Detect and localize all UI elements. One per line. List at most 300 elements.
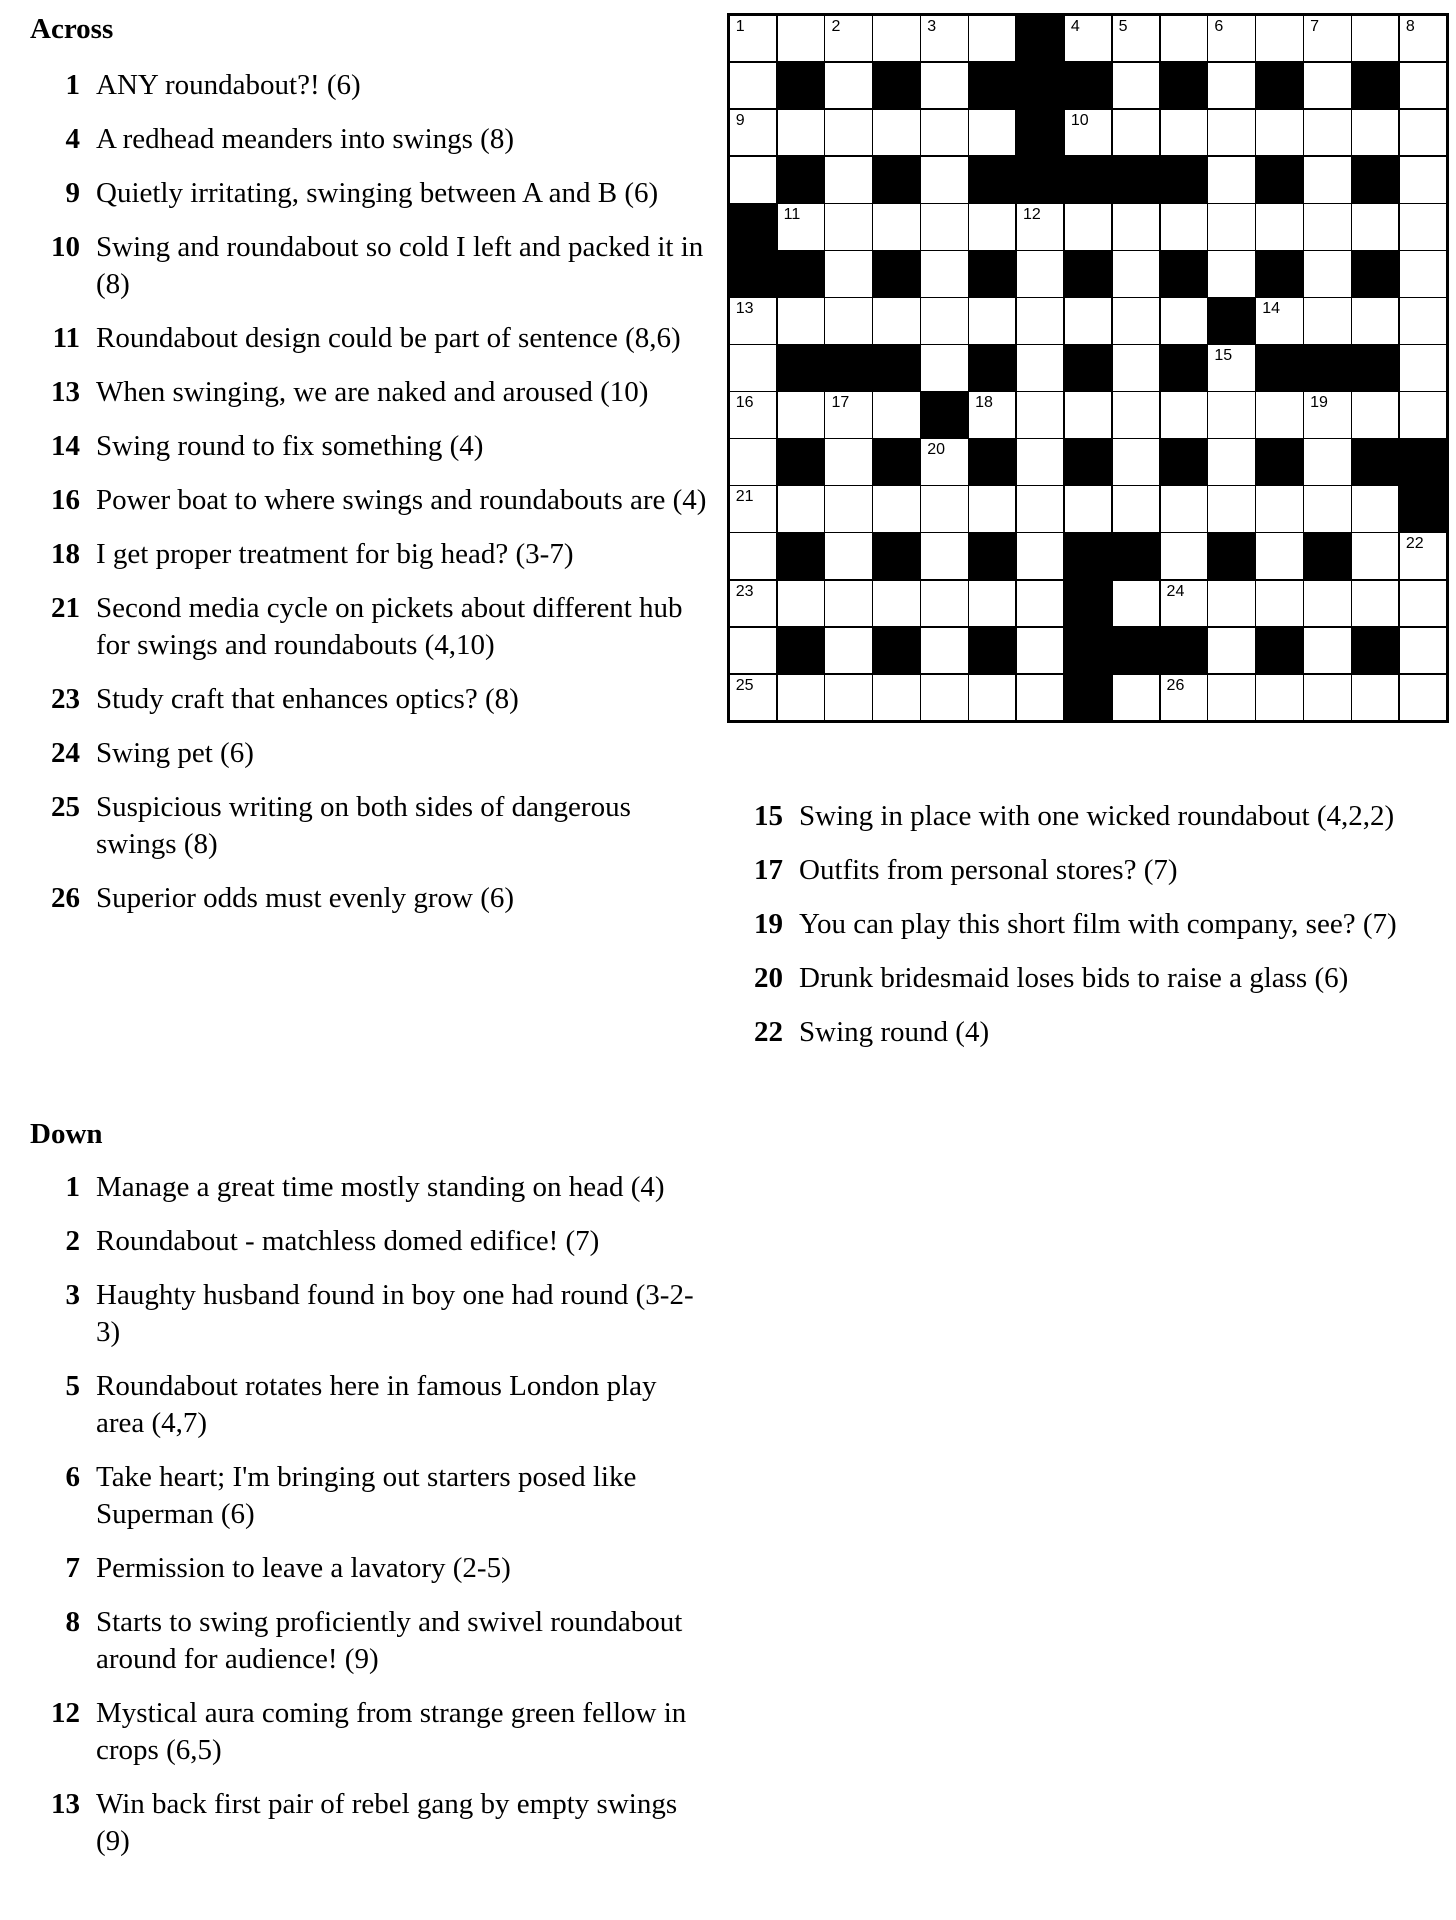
grid-block xyxy=(778,533,824,579)
across-clue-18[interactable] xyxy=(30,536,710,573)
grid-cell[interactable] xyxy=(1304,63,1350,109)
grid-cell[interactable] xyxy=(825,533,871,579)
grid-cell[interactable] xyxy=(730,533,776,579)
grid-cell[interactable] xyxy=(1208,581,1254,627)
grid-cell[interactable] xyxy=(1113,16,1159,62)
grid-cell[interactable] xyxy=(730,392,776,438)
grid-cell[interactable] xyxy=(1256,16,1302,62)
grid-block xyxy=(873,63,919,109)
grid-cell[interactable] xyxy=(969,16,1015,62)
grid-block xyxy=(1161,251,1207,297)
clue-number: 22 xyxy=(754,1016,783,1048)
clue-number: 15 xyxy=(754,800,783,832)
grid-block xyxy=(825,345,871,391)
grid-cell[interactable] xyxy=(1352,110,1398,156)
grid-cell[interactable] xyxy=(1304,110,1350,156)
grid-cell[interactable] xyxy=(825,63,871,109)
clue-number: 26 xyxy=(51,882,80,914)
grid-cell[interactable] xyxy=(730,16,776,62)
grid-cell[interactable] xyxy=(778,204,824,250)
grid-cell[interactable] xyxy=(825,392,871,438)
grid-cell[interactable] xyxy=(921,675,967,721)
down-clue-19[interactable] xyxy=(733,906,1423,943)
across-clue-24[interactable] xyxy=(30,735,710,772)
grid-cell[interactable] xyxy=(969,204,1015,250)
grid-cell[interactable] xyxy=(1208,204,1254,250)
grid-cell[interactable] xyxy=(825,486,871,532)
grid-cell[interactable] xyxy=(1352,204,1398,250)
grid-cell[interactable] xyxy=(825,110,871,156)
clue-text: Permission to leave a lavatory (2-5) xyxy=(96,1552,511,1584)
cell-number: 16 xyxy=(735,394,754,412)
grid-cell[interactable] xyxy=(730,486,776,532)
grid-cell[interactable] xyxy=(778,581,824,627)
down-clue-17[interactable] xyxy=(733,852,1423,889)
clue-number: 1 xyxy=(65,69,80,101)
grid-block xyxy=(778,157,824,203)
clue-text: Manage a great time mostly standing on head (4) xyxy=(96,1171,665,1203)
cell-number: 24 xyxy=(1166,582,1185,600)
grid-block xyxy=(1065,157,1111,203)
grid-cell[interactable] xyxy=(1352,16,1398,62)
grid-cell[interactable] xyxy=(1208,251,1254,297)
cell-number: 23 xyxy=(735,582,754,600)
grid-cell[interactable] xyxy=(873,110,919,156)
down-clue-12[interactable] xyxy=(30,1695,710,1769)
down-clue-13[interactable] xyxy=(30,1786,710,1860)
grid-block xyxy=(1352,157,1398,203)
grid-block xyxy=(1017,110,1063,156)
grid-cell[interactable] xyxy=(1400,110,1446,156)
down-clue-list-continued xyxy=(733,798,1423,1068)
clue-text: Mystical aura coming from strange green fellow in crops (6,5) xyxy=(96,1697,687,1766)
cell-number: 3 xyxy=(927,17,937,35)
grid-cell[interactable] xyxy=(873,16,919,62)
grid-cell[interactable] xyxy=(1161,581,1207,627)
grid-cell[interactable] xyxy=(1400,251,1446,297)
grid-cell[interactable] xyxy=(778,298,824,344)
grid-cell[interactable] xyxy=(1208,345,1254,391)
grid-cell[interactable] xyxy=(1017,628,1063,674)
clue-text: Quietly irritating, swinging between A and B (6) xyxy=(96,177,659,209)
grid-cell[interactable] xyxy=(1256,110,1302,156)
grid-block xyxy=(1256,157,1302,203)
grid-cell[interactable] xyxy=(1065,16,1111,62)
grid-block xyxy=(1256,63,1302,109)
grid-cell[interactable] xyxy=(825,204,871,250)
grid-cell[interactable] xyxy=(778,675,824,721)
grid-cell[interactable] xyxy=(1161,533,1207,579)
grid-block xyxy=(873,533,919,579)
grid-cell[interactable] xyxy=(730,63,776,109)
down-clue-8[interactable] xyxy=(30,1604,710,1678)
grid-cell[interactable] xyxy=(1113,63,1159,109)
grid-cell[interactable] xyxy=(1256,204,1302,250)
down-clue-15[interactable] xyxy=(733,798,1423,835)
grid-cell[interactable] xyxy=(730,581,776,627)
grid-cell[interactable] xyxy=(873,486,919,532)
grid-cell[interactable] xyxy=(1352,298,1398,344)
grid-cell[interactable] xyxy=(825,581,871,627)
grid-cell[interactable] xyxy=(1017,533,1063,579)
down-clue-1[interactable] xyxy=(30,1169,710,1206)
grid-cell[interactable] xyxy=(1352,486,1398,532)
grid-cell[interactable] xyxy=(730,628,776,674)
clue-number: 7 xyxy=(65,1552,80,1584)
cell-number: 20 xyxy=(927,441,945,459)
clue-number: 25 xyxy=(51,791,80,823)
grid-cell[interactable] xyxy=(1352,533,1398,579)
clue-text: Swing round (4) xyxy=(799,1016,990,1048)
grid-cell[interactable] xyxy=(1208,16,1254,62)
grid-cell[interactable] xyxy=(1208,392,1254,438)
across-clue-21[interactable] xyxy=(30,590,710,664)
cell-number: 10 xyxy=(1070,111,1089,129)
grid-cell[interactable] xyxy=(1304,204,1350,250)
grid-cell[interactable] xyxy=(921,204,967,250)
across-clue-4[interactable] xyxy=(30,121,710,158)
grid-cell[interactable] xyxy=(873,675,919,721)
grid-cell[interactable] xyxy=(1065,110,1111,156)
grid-block xyxy=(921,392,967,438)
grid-cell[interactable] xyxy=(1400,392,1446,438)
grid-block xyxy=(1161,63,1207,109)
grid-cell[interactable] xyxy=(1017,251,1063,297)
grid-cell[interactable] xyxy=(1017,486,1063,532)
grid-block xyxy=(1304,533,1350,579)
across-clue-16[interactable] xyxy=(30,482,710,519)
grid-cell[interactable] xyxy=(1113,345,1159,391)
grid-cell[interactable] xyxy=(1256,675,1302,721)
grid-block xyxy=(1256,439,1302,485)
across-clue-13[interactable] xyxy=(30,374,710,411)
grid-cell[interactable] xyxy=(1113,581,1159,627)
clue-text: ANY roundabout?! (6) xyxy=(96,69,361,101)
clue-number: 17 xyxy=(754,854,783,886)
grid-cell[interactable] xyxy=(969,392,1015,438)
grid-cell[interactable] xyxy=(921,533,967,579)
grid-block xyxy=(1161,439,1207,485)
grid-cell[interactable] xyxy=(778,392,824,438)
grid-cell[interactable] xyxy=(730,110,776,156)
grid-cell[interactable] xyxy=(1065,298,1111,344)
grid-cell[interactable] xyxy=(1304,675,1350,721)
grid-cell[interactable] xyxy=(969,486,1015,532)
grid-block xyxy=(969,63,1015,109)
grid-cell[interactable] xyxy=(1113,392,1159,438)
grid-cell[interactable] xyxy=(1065,204,1111,250)
down-clue-22[interactable] xyxy=(733,1014,1423,1051)
grid-cell[interactable] xyxy=(873,204,919,250)
grid-block xyxy=(873,251,919,297)
grid-cell[interactable] xyxy=(921,16,967,62)
cell-number: 2 xyxy=(831,17,841,35)
grid-cell[interactable] xyxy=(1113,204,1159,250)
grid-block xyxy=(778,251,824,297)
grid-block xyxy=(1065,251,1111,297)
grid-cell[interactable] xyxy=(1208,110,1254,156)
grid-cell[interactable] xyxy=(1161,110,1207,156)
grid-cell[interactable] xyxy=(1208,63,1254,109)
grid-cell[interactable] xyxy=(1400,157,1446,203)
across-clue-23[interactable] xyxy=(30,681,710,718)
grid-cell[interactable] xyxy=(1017,204,1063,250)
across-clue-25[interactable] xyxy=(30,789,710,863)
grid-cell[interactable] xyxy=(1161,204,1207,250)
grid-cell[interactable] xyxy=(730,439,776,485)
clue-number: 23 xyxy=(51,683,80,715)
grid-block xyxy=(1256,628,1302,674)
grid-cell[interactable] xyxy=(1256,392,1302,438)
grid-cell[interactable] xyxy=(1161,392,1207,438)
grid-cell[interactable] xyxy=(1256,486,1302,532)
cell-number: 22 xyxy=(1405,535,1424,553)
grid-block xyxy=(1065,439,1111,485)
cell-number: 4 xyxy=(1070,17,1080,35)
grid-block xyxy=(1065,63,1111,109)
grid-block xyxy=(1017,63,1063,109)
clue-number: 16 xyxy=(51,484,80,516)
grid-cell[interactable] xyxy=(921,628,967,674)
clue-number: 5 xyxy=(65,1370,80,1402)
grid-cell[interactable] xyxy=(730,157,776,203)
clue-number: 14 xyxy=(51,430,80,462)
grid-block xyxy=(969,345,1015,391)
grid-cell[interactable] xyxy=(921,157,967,203)
grid-cell[interactable] xyxy=(730,345,776,391)
grid-block xyxy=(1400,486,1446,532)
grid-cell[interactable] xyxy=(730,298,776,344)
grid-cell[interactable] xyxy=(921,486,967,532)
grid-cell[interactable] xyxy=(1113,298,1159,344)
grid-cell[interactable] xyxy=(921,439,967,485)
grid-cell[interactable] xyxy=(1017,298,1063,344)
grid-cell[interactable] xyxy=(1208,675,1254,721)
grid-cell[interactable] xyxy=(1208,486,1254,532)
clue-text: A redhead meanders into swings (8) xyxy=(96,123,514,155)
across-clue-list xyxy=(30,67,710,934)
grid-cell[interactable] xyxy=(825,16,871,62)
grid-cell[interactable] xyxy=(1161,486,1207,532)
grid-cell[interactable] xyxy=(921,581,967,627)
grid-block xyxy=(778,63,824,109)
across-clue-1[interactable] xyxy=(30,67,710,104)
across-clue-11[interactable] xyxy=(30,320,710,357)
grid-cell[interactable] xyxy=(1065,486,1111,532)
grid-block xyxy=(1113,533,1159,579)
clue-number: 19 xyxy=(754,908,783,940)
down-clue-20[interactable] xyxy=(733,960,1423,997)
grid-cell[interactable] xyxy=(921,298,967,344)
grid-cell[interactable] xyxy=(1400,675,1446,721)
grid-cell[interactable] xyxy=(969,298,1015,344)
grid-cell[interactable] xyxy=(1304,392,1350,438)
clue-text: Starts to swing proficiently and swivel roundabout around for audience! (9) xyxy=(96,1606,683,1675)
clue-text: Roundabout design could be part of sentence (8,6) xyxy=(96,322,681,354)
cell-number: 17 xyxy=(831,394,850,412)
grid-block xyxy=(1400,439,1446,485)
grid-cell[interactable] xyxy=(825,439,871,485)
clue-text: Swing pet (6) xyxy=(96,737,254,769)
clue-text: Roundabout - matchless domed edifice! (7) xyxy=(96,1225,600,1257)
grid-cell[interactable] xyxy=(1400,581,1446,627)
clue-number: 2 xyxy=(65,1225,80,1257)
grid-cell[interactable] xyxy=(730,675,776,721)
clue-number: 6 xyxy=(65,1461,80,1493)
clue-number: 11 xyxy=(52,322,80,354)
grid-cell[interactable] xyxy=(921,345,967,391)
grid-cell[interactable] xyxy=(1017,392,1063,438)
grid-cell[interactable] xyxy=(921,110,967,156)
clue-text: When swinging, we are naked and aroused (10) xyxy=(96,376,649,408)
grid-cell[interactable] xyxy=(1017,345,1063,391)
across-clue-14[interactable] xyxy=(30,428,710,465)
grid-cell[interactable] xyxy=(969,581,1015,627)
grid-block xyxy=(969,439,1015,485)
grid-cell[interactable] xyxy=(1017,675,1063,721)
cell-number: 7 xyxy=(1310,17,1320,35)
clue-text: Power boat to where swings and roundabouts are (4) xyxy=(96,484,707,516)
grid-cell[interactable] xyxy=(1017,439,1063,485)
clue-number: 24 xyxy=(51,737,80,769)
grid-cell[interactable] xyxy=(873,298,919,344)
grid-cell[interactable] xyxy=(1304,298,1350,344)
grid-block xyxy=(778,439,824,485)
grid-cell[interactable] xyxy=(825,675,871,721)
cell-number: 5 xyxy=(1118,17,1128,35)
grid-cell[interactable] xyxy=(921,63,967,109)
clue-text: Superior odds must evenly grow (6) xyxy=(96,882,515,914)
grid-cell[interactable] xyxy=(1065,392,1111,438)
grid-block xyxy=(873,628,919,674)
clue-text: Swing in place with one wicked roundabout (4,2,2) xyxy=(799,800,1395,832)
grid-block xyxy=(1113,157,1159,203)
grid-cell[interactable] xyxy=(873,581,919,627)
grid-block xyxy=(1065,675,1111,721)
grid-block xyxy=(873,157,919,203)
grid-cell[interactable] xyxy=(873,392,919,438)
grid-cell[interactable] xyxy=(1352,675,1398,721)
grid-block xyxy=(1161,345,1207,391)
grid-cell[interactable] xyxy=(969,110,1015,156)
grid-cell[interactable] xyxy=(969,675,1015,721)
across-clue-9[interactable] xyxy=(30,175,710,212)
grid-cell[interactable] xyxy=(1304,581,1350,627)
grid-cell[interactable] xyxy=(778,110,824,156)
down-clue-7[interactable] xyxy=(30,1550,710,1587)
grid-cell[interactable] xyxy=(778,486,824,532)
grid-cell[interactable] xyxy=(1113,486,1159,532)
grid-cell[interactable] xyxy=(778,16,824,62)
grid-cell[interactable] xyxy=(1400,16,1446,62)
cell-number: 25 xyxy=(735,676,754,694)
grid-block xyxy=(778,345,824,391)
grid-block xyxy=(873,345,919,391)
grid-block xyxy=(969,157,1015,203)
across-clue-10[interactable] xyxy=(30,229,710,303)
cell-number: 14 xyxy=(1262,300,1281,318)
grid-cell[interactable] xyxy=(1161,298,1207,344)
grid-cell[interactable] xyxy=(1352,581,1398,627)
cell-number: 11 xyxy=(783,206,801,224)
down-clue-5[interactable] xyxy=(30,1368,710,1442)
grid-cell[interactable] xyxy=(1400,628,1446,674)
grid-block xyxy=(730,204,776,250)
grid-cell[interactable] xyxy=(1400,204,1446,250)
grid-cell[interactable] xyxy=(1400,345,1446,391)
grid-cell[interactable] xyxy=(1113,439,1159,485)
grid-cell[interactable] xyxy=(825,157,871,203)
clue-text: Win back first pair of rebel gang by empty swings (9) xyxy=(96,1788,678,1857)
clue-text: Study craft that enhances optics? (8) xyxy=(96,683,519,715)
clue-text: Second media cycle on pickets about different hub for swings and roundabouts (4,10) xyxy=(96,592,683,661)
clue-text: Swing and roundabout so cold I left and packed it in (8) xyxy=(96,231,704,300)
cell-number: 18 xyxy=(975,394,993,412)
grid-block xyxy=(969,628,1015,674)
down-clue-6[interactable] xyxy=(30,1459,710,1533)
across-clue-26[interactable] xyxy=(30,880,710,917)
grid-block xyxy=(1304,345,1350,391)
clue-number: 13 xyxy=(51,1788,80,1820)
down-clue-3[interactable] xyxy=(30,1277,710,1351)
clue-number: 13 xyxy=(51,376,80,408)
grid-block xyxy=(1352,628,1398,674)
grid-cell[interactable] xyxy=(1256,581,1302,627)
grid-cell[interactable] xyxy=(1256,533,1302,579)
grid-cell[interactable] xyxy=(825,298,871,344)
grid-cell[interactable] xyxy=(1352,392,1398,438)
grid-cell[interactable] xyxy=(1256,298,1302,344)
grid-cell[interactable] xyxy=(825,628,871,674)
grid-cell[interactable] xyxy=(1304,16,1350,62)
grid-cell[interactable] xyxy=(1161,16,1207,62)
grid-cell[interactable] xyxy=(1304,439,1350,485)
grid-cell[interactable] xyxy=(1113,675,1159,721)
grid-cell[interactable] xyxy=(1161,675,1207,721)
grid-block xyxy=(778,628,824,674)
grid-cell[interactable] xyxy=(1400,533,1446,579)
clue-text: Suspicious writing on both sides of dangerous swings (8) xyxy=(96,791,631,860)
grid-cell[interactable] xyxy=(1304,157,1350,203)
grid-cell[interactable] xyxy=(1304,251,1350,297)
grid-cell[interactable] xyxy=(1017,581,1063,627)
grid-cell[interactable] xyxy=(1304,628,1350,674)
down-clue-2[interactable] xyxy=(30,1223,710,1260)
grid-cell[interactable] xyxy=(1113,251,1159,297)
grid-cell[interactable] xyxy=(921,251,967,297)
clue-text: Drunk bridesmaid loses bids to raise a glass (6) xyxy=(799,962,1349,994)
grid-cell[interactable] xyxy=(825,251,871,297)
grid-block xyxy=(1352,63,1398,109)
grid-block xyxy=(1161,628,1207,674)
grid-cell[interactable] xyxy=(1113,110,1159,156)
cell-number: 26 xyxy=(1166,676,1185,694)
grid-block xyxy=(1352,439,1398,485)
grid-block xyxy=(1065,581,1111,627)
grid-cell[interactable] xyxy=(1304,486,1350,532)
grid-cell[interactable] xyxy=(1400,63,1446,109)
grid-block xyxy=(873,439,919,485)
clue-number: 3 xyxy=(65,1279,80,1311)
clue-text: Roundabout rotates here in famous London play area (4,7) xyxy=(96,1370,657,1439)
grid-cell[interactable] xyxy=(1208,628,1254,674)
clue-text: I get proper treatment for big head? (3-7) xyxy=(96,538,574,570)
grid-cell[interactable] xyxy=(1208,157,1254,203)
clue-text: You can play this short film with company, see? (7) xyxy=(799,908,1397,940)
grid-cell[interactable] xyxy=(1208,439,1254,485)
grid-cell[interactable] xyxy=(1400,298,1446,344)
cell-number: 12 xyxy=(1022,206,1041,224)
